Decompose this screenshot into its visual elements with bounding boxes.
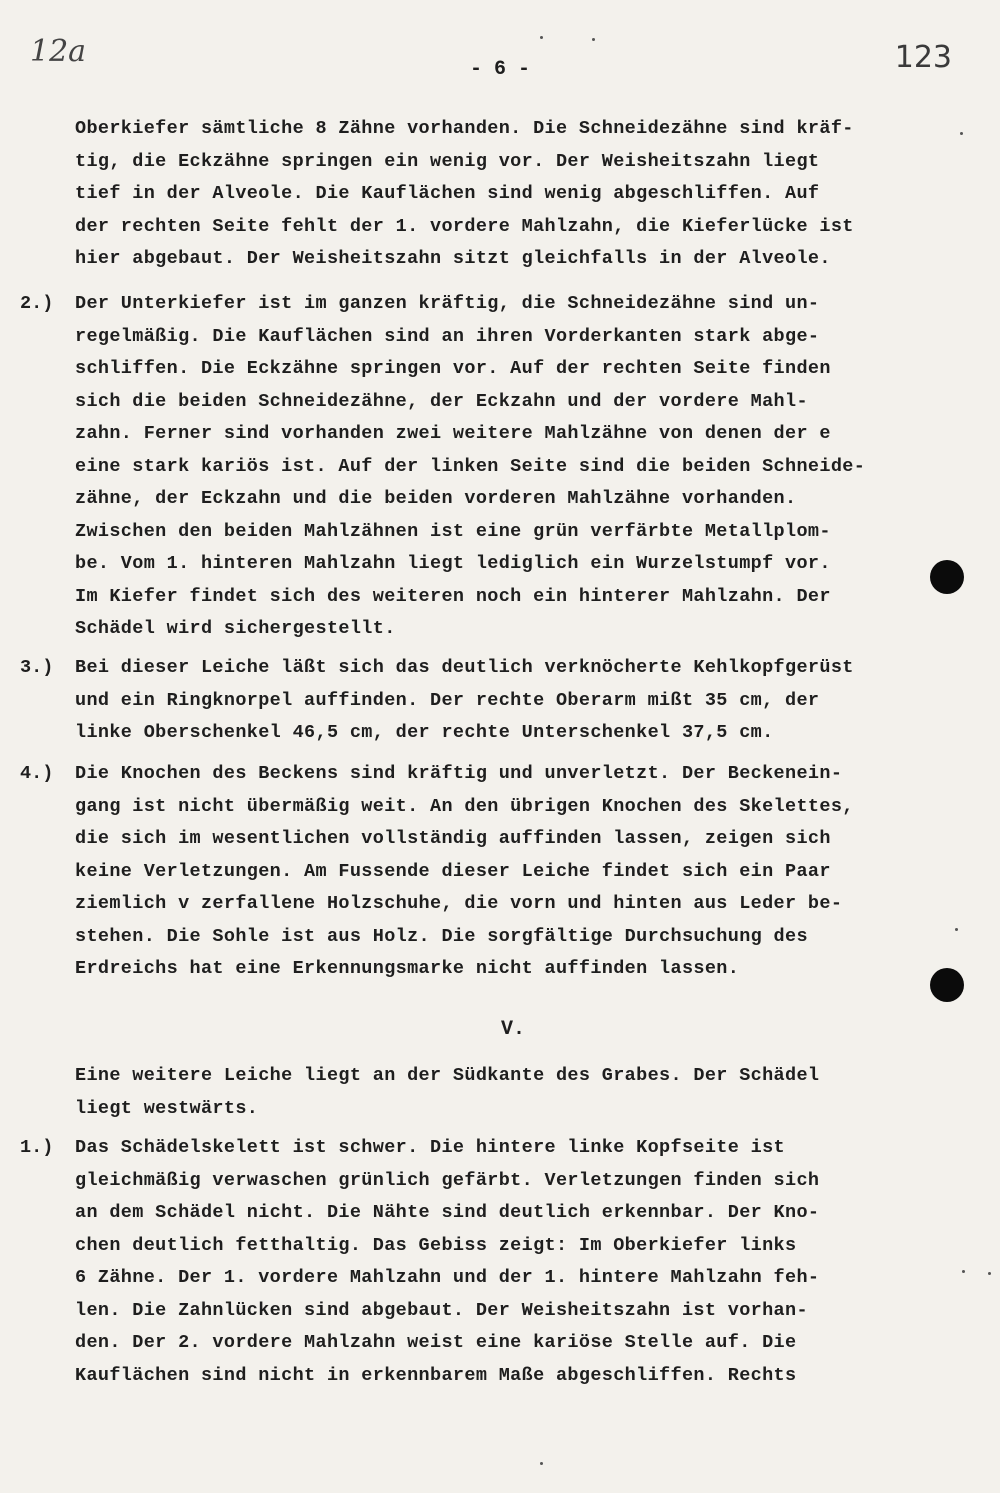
text-line: Erdreichs hat eine Erkennungsmarke nicht auffinden lassen. bbox=[75, 958, 740, 979]
text-line: gang ist nicht übermäßig weit. An den übrigen Knochen des Skelettes, bbox=[75, 795, 854, 817]
paper-speck bbox=[962, 1270, 965, 1273]
item-2-paragraph bbox=[75, 288, 865, 646]
item-number: 4.) bbox=[20, 763, 54, 784]
text-line: Das Schädelskelett ist schwer. Die hintere linke Kopfseite ist bbox=[75, 1137, 786, 1158]
item-number: 2.) bbox=[20, 293, 54, 314]
text-line: ziemlich v zerfallene Holzschuhe, die vorn und hinten aus Leder be- bbox=[75, 893, 843, 914]
page-number: - 6 - bbox=[469, 58, 530, 81]
text-line: eine stark kariös ist. Auf der linken Seite sind die beiden Schneide- bbox=[75, 455, 866, 477]
item-number: 3.) bbox=[20, 657, 54, 678]
text-line: regelmäßig. Die Kauflächen sind an ihren Vorderkanten stark abge- bbox=[75, 325, 820, 347]
paper-speck bbox=[592, 38, 595, 41]
item-4-paragraph bbox=[75, 758, 854, 986]
section-item-1-paragraph bbox=[75, 1132, 819, 1392]
text-line: Oberkiefer sämtliche 8 Zähne vorhanden. Die Schneidezähne sind kräf- bbox=[75, 118, 854, 139]
text-line: liegt westwärts. bbox=[75, 1097, 259, 1119]
punch-hole bbox=[930, 560, 964, 594]
text-line: die sich im wesentlichen vollständig auffinden lassen, zeigen sich bbox=[75, 828, 831, 849]
paper-speck bbox=[960, 132, 963, 135]
text-line: stehen. Die Sohle ist aus Holz. Die sorgfältige Durchsuchung des bbox=[75, 925, 808, 947]
text-line: len. Die Zahnlücken sind abgebaut. Der Weisheitszahn ist vorhan- bbox=[75, 1299, 808, 1321]
text-line: sich die beiden Schneidezähne, der Eckzahn und der vordere Mahl- bbox=[75, 390, 808, 412]
text-line: zähne, der Eckzahn und die beiden vorderen Mahlzähne vorhanden. bbox=[75, 488, 797, 509]
intro-paragraph bbox=[75, 113, 854, 276]
paper-speck bbox=[988, 1272, 991, 1275]
text-line: Zwischen den beiden Mahlzähnen ist eine grün verfärbte Metallplom- bbox=[75, 520, 831, 542]
item-3-paragraph bbox=[75, 652, 854, 750]
text-line: Kauflächen sind nicht in erkennbarem Maße abgeschliffen. Rechts bbox=[75, 1364, 797, 1386]
text-line: Im Kiefer findet sich des weiteren noch ein hinterer Mahlzahn. Der bbox=[75, 585, 831, 607]
text-line: und ein Ringknorpel auffinden. Der rechte Oberarm mißt 35 cm, der bbox=[75, 689, 820, 711]
punch-hole bbox=[930, 968, 964, 1002]
item-number: 1.) bbox=[20, 1137, 54, 1158]
text-line: gleichmäßig verwaschen grünlich gefärbt. Verletzungen finden sich bbox=[75, 1169, 820, 1191]
text-line: an dem Schädel nicht. Die Nähte sind deutlich erkennbar. Der Kno- bbox=[75, 1202, 820, 1223]
text-line: Der Unterkiefer ist im ganzen kräftig, die Schneidezähne sind un- bbox=[75, 293, 820, 314]
text-line: 6 Zähne. Der 1. vordere Mahlzahn und der 1. hintere Mahlzahn feh- bbox=[75, 1267, 820, 1288]
text-line: linke Oberschenkel 46,5 cm, der rechte Unterschenkel 37,5 cm. bbox=[75, 722, 774, 743]
handwritten-archive-mark: 12a bbox=[30, 34, 87, 69]
text-line: der rechten Seite fehlt der 1. vordere Mahlzahn, die Kieferlücke ist bbox=[75, 215, 854, 237]
text-line: hier abgebaut. Der Weisheitszahn sitzt gleichfalls in der Alveole. bbox=[75, 248, 831, 269]
text-line: be. Vom 1. hinteren Mahlzahn liegt lediglich ein Wurzelstumpf vor. bbox=[75, 553, 831, 574]
text-line: tief in der Alveole. Die Kauflächen sind wenig abgeschliffen. Auf bbox=[75, 183, 820, 204]
folio-number: 123 bbox=[894, 40, 952, 75]
paper-speck bbox=[540, 36, 543, 39]
paper-speck bbox=[955, 928, 958, 931]
text-line: keine Verletzungen. Am Fussende dieser Leiche findet sich ein Paar bbox=[75, 860, 831, 882]
text-line: den. Der 2. vordere Mahlzahn weist eine kariöse Stelle auf. Die bbox=[75, 1332, 797, 1353]
text-line: tig, die Eckzähne springen ein wenig vor. Der Weisheitszahn liegt bbox=[75, 150, 820, 172]
text-line: zahn. Ferner sind vorhanden zwei weitere Mahlzähne von denen der e bbox=[75, 423, 831, 444]
text-line: Bei dieser Leiche läßt sich das deutlich verknöcherte Kehlkopfgerüst bbox=[75, 657, 854, 678]
text-line: schliffen. Die Eckzähne springen vor. Auf der rechten Seite finden bbox=[75, 358, 831, 379]
text-line: chen deutlich fetthaltig. Das Gebiss zeigt: Im Oberkiefer links bbox=[75, 1234, 797, 1256]
section-intro-paragraph bbox=[75, 1060, 819, 1125]
section-heading: V. bbox=[500, 1018, 525, 1041]
paper-speck bbox=[540, 1462, 543, 1465]
text-line: Schädel wird sichergestellt. bbox=[75, 618, 396, 639]
text-line: Eine weitere Leiche liegt an der Südkante des Grabes. Der Schädel bbox=[75, 1065, 820, 1086]
text-line: Die Knochen des Beckens sind kräftig und unverletzt. Der Beckenein- bbox=[75, 763, 843, 784]
